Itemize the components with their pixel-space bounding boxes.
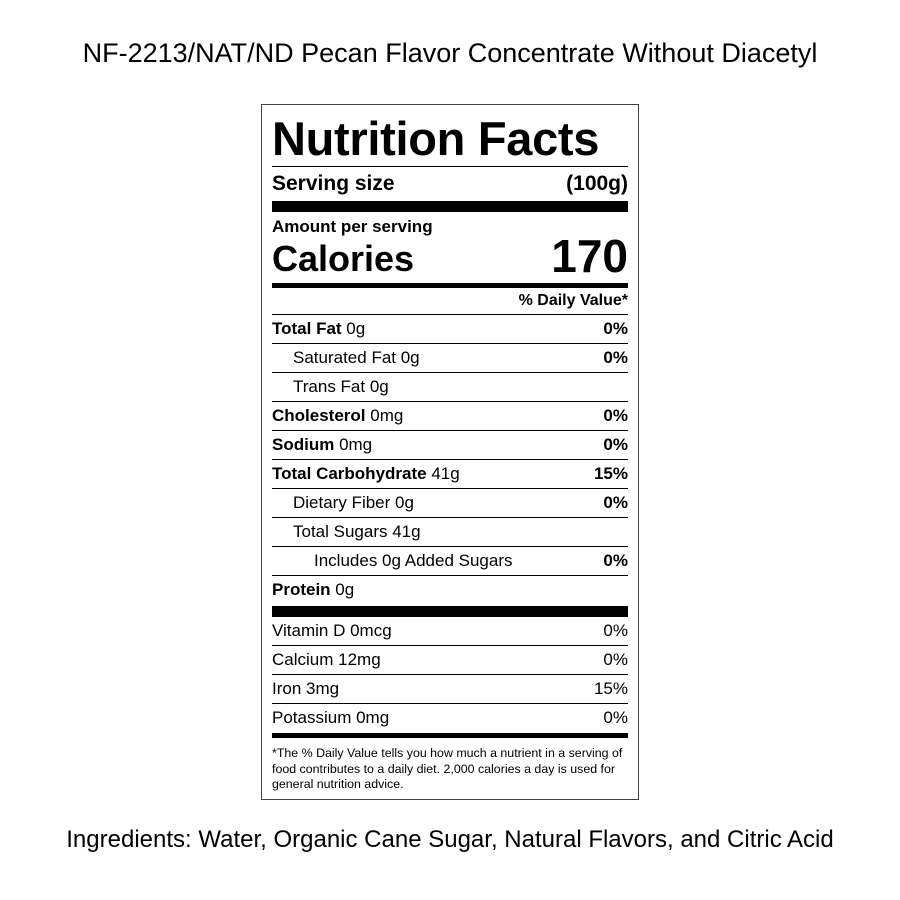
- nutrient-dv: 0%: [603, 493, 628, 512]
- medium-divider: [272, 733, 628, 738]
- amount-per-serving: Amount per serving: [272, 217, 433, 236]
- nutrient-amount: 0mg: [334, 435, 373, 454]
- vitamin-dv: 0%: [603, 708, 628, 727]
- calories-label: Calories: [272, 238, 415, 279]
- nutrient-name: Total Carbohydrate: [272, 464, 427, 483]
- vitamin-name: Calcium 12mg: [272, 650, 381, 669]
- nutrient-row-protein: [272, 575, 628, 604]
- serving-size-value: (100g): [566, 172, 628, 195]
- vitamin-row-calcium: [272, 645, 628, 674]
- nutrition-facts-title: Nutrition Facts: [272, 112, 600, 165]
- nutrient-row-added-sugars: [272, 546, 628, 575]
- nutrient-name: Saturated Fat 0g: [293, 348, 420, 367]
- nutrient-dv: 15%: [593, 464, 628, 483]
- nutrient-name: Sodium: [272, 435, 335, 454]
- thick-divider: [272, 606, 628, 617]
- serving-size-label: Serving size: [272, 172, 395, 195]
- vitamin-name: Iron 3mg: [272, 679, 340, 698]
- nutrient-row-total-sugars: [272, 517, 628, 546]
- nutrient-name: Total Fat: [272, 319, 342, 338]
- nutrient-amount: 0g: [341, 319, 366, 338]
- nutrient-dv: 0%: [603, 551, 628, 570]
- nutrient-name: Cholesterol: [272, 406, 366, 425]
- nutrient-dv: 0%: [603, 406, 628, 425]
- daily-value-header: % Daily Value*: [518, 292, 628, 309]
- calories-row: [272, 230, 628, 282]
- nutrient-dv: 0%: [603, 348, 628, 367]
- nutrient-name: Trans Fat 0g: [293, 377, 389, 396]
- nutrient-dv: 0%: [603, 319, 628, 338]
- calories-value: 170: [551, 230, 628, 282]
- nutrient-name: Dietary Fiber 0g: [293, 493, 414, 512]
- vitamin-name: Potassium 0mg: [272, 708, 390, 727]
- nutrient-name: Total Sugars 41g: [293, 522, 421, 541]
- nutrient-row-trans-fat: [272, 372, 628, 401]
- nutrient-row-dietary-fiber: [272, 488, 628, 517]
- vitamin-dv: 15%: [593, 679, 628, 698]
- ingredients-statement: Ingredients: Water, Organic Cane Sugar, Natural Flavors, and Citric Acid: [66, 826, 834, 853]
- nutrition-facts-label: [261, 104, 639, 800]
- nutrient-row-total-fat: [272, 314, 628, 343]
- thick-divider: [272, 201, 628, 212]
- vitamin-dv: 0%: [603, 650, 628, 669]
- serving-size-row: [272, 167, 628, 201]
- nutrient-row-saturated-fat: [272, 343, 628, 372]
- nutrient-amount: 0g: [330, 580, 355, 599]
- daily-value-footnote: *The % Daily Value tells you how much a nutrient in a serving of food contributes to a daily diet. 2,000 calories a day is used for general nutrition advice.: [272, 746, 623, 791]
- nutrient-name: Protein: [272, 580, 331, 599]
- vitamin-row-potassium: [272, 703, 628, 732]
- nutrient-row-cholesterol: [272, 401, 628, 430]
- product-title: NF-2213/NAT/ND Pecan Flavor Concentrate Without Diacetyl: [82, 38, 818, 68]
- nutrient-name: Includes 0g Added Sugars: [314, 551, 513, 570]
- vitamin-row-iron: [272, 674, 628, 703]
- vitamin-name: Vitamin D 0mcg: [272, 621, 392, 640]
- vitamin-row-vitamin-d: [272, 617, 628, 645]
- nutrient-dv: 0%: [603, 435, 628, 454]
- vitamin-dv: 0%: [603, 621, 628, 640]
- nutrient-amount: 41g: [426, 464, 460, 483]
- nutrient-row-total-carbohydrate: [272, 459, 628, 488]
- nutrient-amount: 0mg: [365, 406, 404, 425]
- nutrient-row-sodium: [272, 430, 628, 459]
